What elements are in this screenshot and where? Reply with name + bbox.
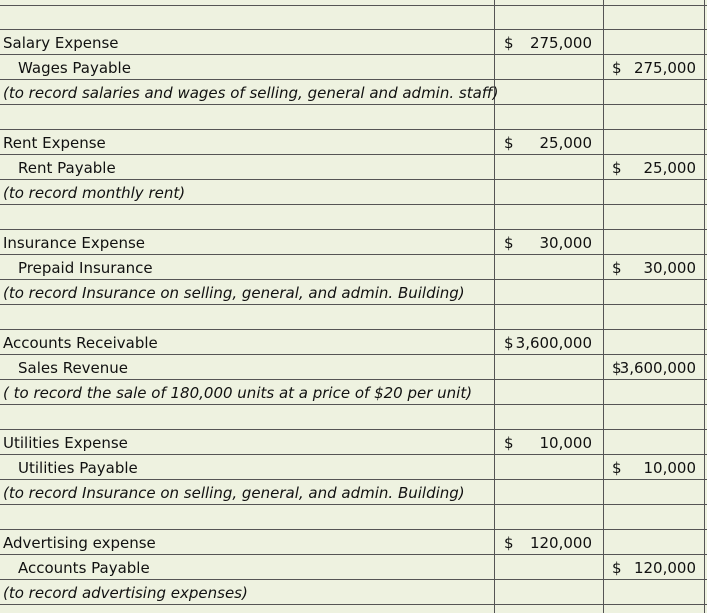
credit-amount: $ 10,000 [612,459,696,477]
entry-note: (to record salaries and wages of selling, general and admin. staff) [3,84,499,102]
account-name: Prepaid Insurance [18,259,153,277]
blank-row [0,6,707,30]
journal-row-credit[interactable] [0,156,707,180]
blank-row [0,206,707,230]
journal-row-note[interactable] [0,581,707,605]
journal-row-debit[interactable] [0,531,707,555]
journal-row-debit[interactable] [0,431,707,455]
journal-row-credit[interactable] [0,456,707,480]
credit-amount: $ 25,000 [612,159,696,177]
blank-row [0,506,707,530]
journal-row-credit[interactable] [0,56,707,80]
journal-row-note[interactable] [0,481,707,505]
account-name: Accounts Receivable [3,334,158,352]
account-name: Rent Payable [18,159,116,177]
journal-row-debit[interactable] [0,231,707,255]
journal-row-note[interactable] [0,381,707,405]
journal-row-debit[interactable] [0,131,707,155]
debit-amount: $ 25,000 [504,134,592,152]
credit-amount: $ 120,000 [612,559,696,577]
journal-row-note[interactable] [0,81,707,105]
debit-amount: $ 275,000 [504,34,592,52]
journal-row-credit[interactable] [0,356,707,380]
journal-row-debit[interactable] [0,31,707,55]
debit-amount: $ 10,000 [504,434,592,452]
entry-note: (to record Insurance on selling, general, and admin. Building) [3,284,465,302]
account-name: Salary Expense [3,34,119,52]
journal-row-note[interactable] [0,281,707,305]
journal-row-debit[interactable] [0,331,707,355]
debit-amount: $ 3,600,000 [504,334,592,352]
journal-row-credit[interactable] [0,556,707,580]
account-name: Accounts Payable [18,559,150,577]
credit-amount: $ 275,000 [612,59,696,77]
account-name: Insurance Expense [3,234,146,252]
entry-note: (to record monthly rent) [3,184,186,202]
account-name: Utilities Expense [3,434,128,452]
journal-row-note[interactable] [0,181,707,205]
blank-row [0,106,707,130]
account-name: Utilities Payable [18,459,138,477]
blank-row [0,406,707,430]
credit-amount: $ 30,000 [612,259,696,277]
debit-amount: $ 120,000 [504,534,592,552]
entry-note: (to record Insurance on selling, general, and admin. Building) [3,484,465,502]
account-name: Advertising expense [3,534,156,552]
account-name: Sales Revenue [18,359,129,377]
debit-amount: $ 30,000 [504,234,592,252]
credit-amount: $ 3,600,000 [612,359,696,377]
account-name: Wages Payable [18,59,131,77]
journal-row-credit[interactable] [0,256,707,280]
entry-note: (to record advertising expenses) [3,584,248,602]
entry-note: ( to record the sale of 180,000 units at a price of $20 per unit) [3,384,473,402]
account-name: Rent Expense [3,134,106,152]
blank-row [0,306,707,330]
